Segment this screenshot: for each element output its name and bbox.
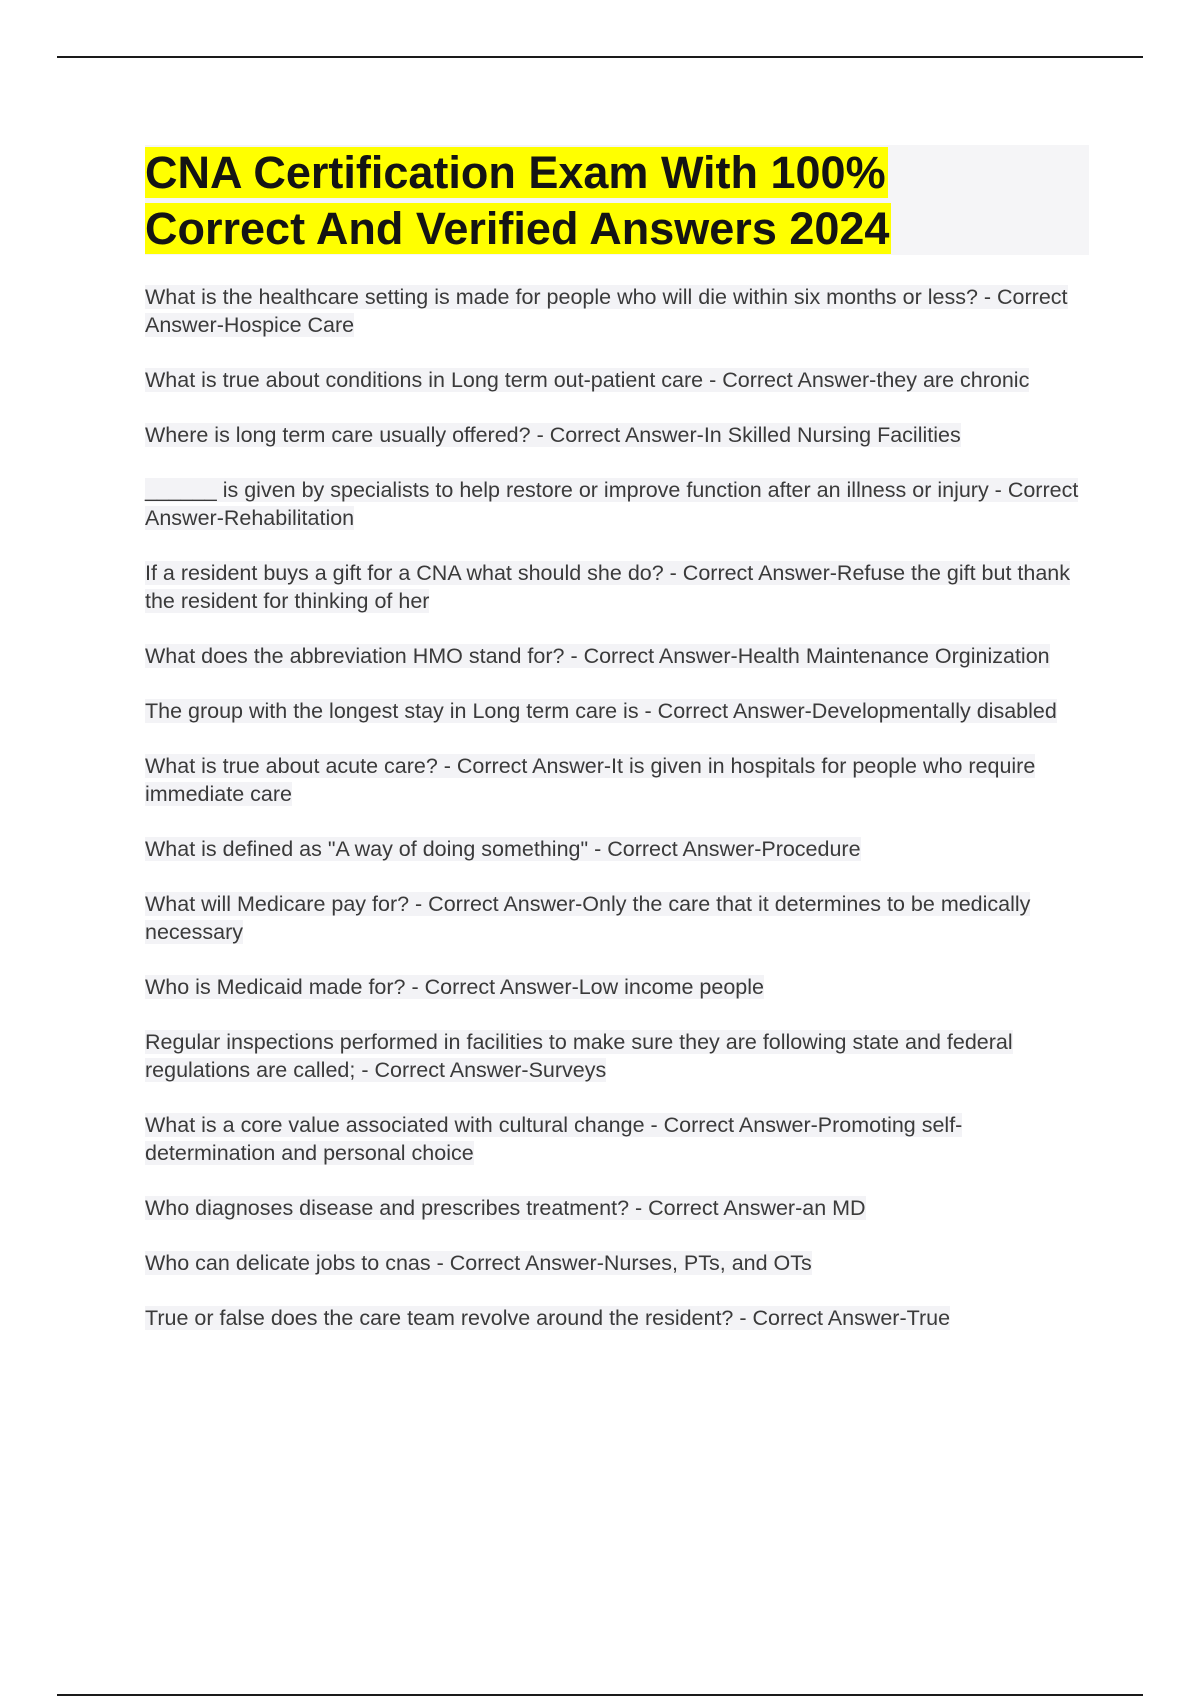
qa-item: What is defined as "A way of doing something" - Correct Answer-Procedure <box>145 837 861 861</box>
header-rule <box>57 56 1143 58</box>
qa-item: What is true about acute care? - Correct Answer-It is given in hospitals for people who require immediate care <box>145 754 1036 806</box>
qa-item: ______ is given by specialists to help restore or improve function after an illness or injury - Correct Answer-Rehabilitation <box>145 478 1079 530</box>
qa-list <box>145 283 1089 1359</box>
qa-item: True or false does the care team revolve around the resident? - Correct Answer-True <box>145 1306 951 1330</box>
qa-item: What is a core value associated with cultural change - Correct Answer-Promoting self-determination and personal choice <box>145 1113 963 1165</box>
qa-item: What is the healthcare setting is made for people who will die within six months or less? - Correct Answer-Hospice Care <box>145 285 1068 337</box>
qa-item: If a resident buys a gift for a CNA what should she do? - Correct Answer-Refuse the gift but thank the resident for thinking of her <box>145 561 1070 613</box>
footer-rule <box>57 1694 1143 1696</box>
qa-item: Who can delicate jobs to cnas - Correct Answer-Nurses, PTs, and OTs <box>145 1251 812 1275</box>
qa-item: Where is long term care usually offered? - Correct Answer-In Skilled Nursing Facilities <box>145 423 961 447</box>
qa-item: Who diagnoses disease and prescribes treatment? - Correct Answer-an MD <box>145 1196 866 1220</box>
qa-item: What will Medicare pay for? - Correct Answer-Only the care that it determines to be medically necessary <box>145 892 1031 944</box>
qa-item: Regular inspections performed in facilities to make sure they are following state and federal regulations are called; - Correct Answer-Surveys <box>145 1030 1013 1082</box>
qa-item: What is true about conditions in Long term out-patient care - Correct Answer-they are chronic <box>145 368 1030 392</box>
qa-item: The group with the longest stay in Long term care is - Correct Answer-Developmentally disabled <box>145 699 1057 723</box>
document-title: CNA Certification Exam With 100% Correct And Verified Answers 2024 <box>145 147 890 254</box>
qa-item: What does the abbreviation HMO stand for? - Correct Answer-Health Maintenance Orginization <box>145 644 1050 668</box>
qa-item: Who is Medicaid made for? - Correct Answer-Low income people <box>145 975 764 999</box>
